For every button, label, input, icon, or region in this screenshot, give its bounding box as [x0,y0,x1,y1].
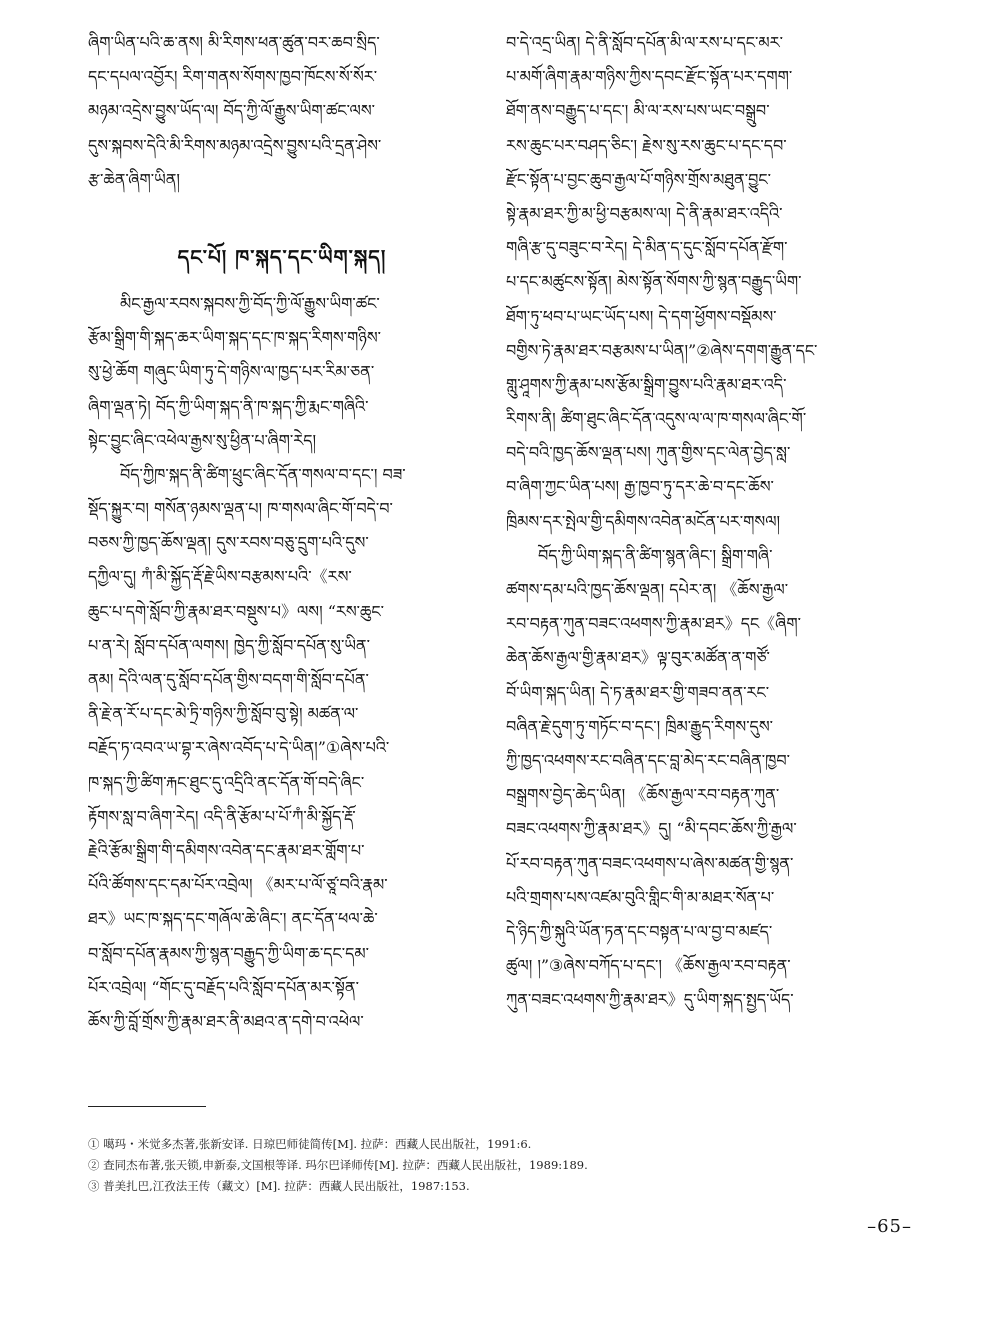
text-line: ཐར》ཡང་ཁ་སྐད་དང་གཞོལ་ཆེ་ཞིང་། ནང་དོན་ཕལ་ཆེ་ [88,909,378,929]
text-line: བཟང་འཕགས་ཀྱི་རྣམ་ཐར》དུ། “མི་དབང་ཆོས་ཀྱི་རྒྱལ་ [506,819,797,839]
text-line: བཅས་ཀྱི་ཁྱད་ཆོས་ལྡན། དུས་རབས་བཅུ་དྲུག་པའི་དུས་ [88,533,369,553]
text-line: ཚགས་དམ་པའི་ཁྱད་ཆོས་ལྡན། དཔེར་ན། 《ཆོས་རྒྱལ་ [506,580,789,599]
text-line: པའི་གྲགས་པས་འཛམ་བུའི་གླིང་གི་མ་མཐར་སོན་པ་ [506,887,775,907]
intro-paragraph [88,26,476,197]
text-line: ཀུན་བཟང་འཕགས་ཀྱི་རྣམ་ཐར》དུ་ཡིག་སྐད་སྤྱད་ཡོད་ [506,990,794,1010]
text-line: ཁྲིམས་དར་སྤེལ་གྱི་དམིགས་འབེན་མངོན་པར་གསལ། [506,511,781,531]
text-line: བོ་ཡིག་སྐད་ཡིན། དེ་ཏ་རྣམ་ཐར་གྱི་གཟབ་ནན་རང་ [506,682,770,702]
footnote-divider [88,1106,206,1107]
text-line: བ་སློབ་དཔོན་རྣམས་ཀྱི་སྙན་བརྒྱུད་ཀྱི་ཡིག་ཆ་དང་དམ་ [88,943,369,963]
text-line: རབ་བརྟན་ཀུན་བཟང་འཕགས་ཀྱི་རྣམ་ཐར》དང《ཞིག་ [506,614,802,634]
footnote: ② 查同杰布著,张天锁,申新泰,文国根等译. 玛尔巴译师传[M]. 拉萨：西藏人民出版社，1989:189. [88,1158,588,1172]
text-line: བགྱིས་ཏེ་རྣམ་ཐར་བརྩམས་པ་ཡིན།”②ཞེས་དགག་རྒྱུན་དང་ [506,340,818,360]
text-line: རིགས་ནི། ཚིག་ཐུང་ཞིང་དོན་འདུས་ལ་ལ་ཁ་གསལ་ཞིང་གོ་ [506,409,807,429]
paragraph-1 [88,287,476,458]
text-line: པོའི་ཚོགས་དང་དམ་པོར་འབྲེལ། 《མར་པ་ལོ་ཙཱ་བའི་རྣམ་ [88,875,388,895]
text-line: བ་ཞིག་ཀྱང་ཡིན་པས། རྒྱ་ཁྱབ་ཏུ་དར་ཆེ་བ་དང་ཆོས་ [506,477,774,497]
text-line: དེ་ཉིད་ཀྱི་སྐུའི་ཡོན་ཏན་དང་བསྟན་པ་ལ་བྱ་བ་མཛད་ [506,921,773,941]
text-line: དཀྱིལ་དུ། ཀཾ་མི་སྐྱོད་རྡོ་རྗེ་ཡིས་བརྩམས་པའི་《རས་ [88,567,352,587]
text-line: པོ་རབ་བརྟན་ཀུན་བཟང་འཕགས་པ་ཞེས་མཚན་གྱི་སྙན་ [506,853,794,873]
text-line: རྫོང་སྟོན་པ་བྱང་ཆུབ་རྒྱལ་པོ་གཉིས་གྲོས་མཐུན་བྱུང་ [506,169,771,189]
right-column [506,26,906,1017]
text-line: པ་མགོ་ཞིག་རྣམ་གཉིས་ཀྱིས་དབང་རྫོང་སྟོན་པར་དགག་ [506,67,793,87]
text-line: བ་དེ་འདྲ་ཡིན། དེ་ནི་སློབ་དཔོན་མི་ལ་རས་པ་དང་མར་ [506,33,783,52]
text-line: རས་ཆུང་པར་བཤད་ཅིང་། རྗེས་སུ་རས་ཆུང་པ་དང་དབ་ [506,135,787,155]
continued-paragraph [506,26,906,539]
text-line: རྗེའི་རྩོམ་སྒྲིག་གི་དམིགས་འབེན་དང་རྣམ་ཐར་གློག་པ་ [88,840,365,860]
text-line: བཞིན་རྗེ་དུག་ཏུ་གཏོང་བ་དང་། ཁྲིམ་རྒྱུད་རིགས་དུས་ [506,716,773,736]
text-line: རྟོགས་སླ་བ་ཞིག་རེད། འདི་ནི་རྩོམ་པ་པོ་ཀཾ་མི་སྐྱོད་རྡོ་ [88,806,356,826]
text-line: སྟེང་བྱུང་ཞིང་འཕེལ་རྒྱས་སུ་ཕྱིན་པ་ཞིག་རེད། [88,430,317,450]
text-line: ཀྱི་ཁྱད་འཕགས་རང་བཞིན་དང་བླ་མེད་རང་བཞིན་ཁྱབ་ [506,750,790,770]
footnotes [88,1134,908,1197]
text-line: མཉམ་འདྲེས་བྱུས་ཡོད་ལ། བོད་ཀྱི་ལོ་རྒྱུས་ཡིག་ཚང་ལས་ [88,101,375,121]
text-line: ཆུང་པ་དགེ་སློབ་ཀྱི་རྣམ་ཐར་བསྡུས་པ》ལས། “རས་ཆུང་ [88,601,385,621]
text-line: གཞི་རྩ་དུ་བཟུང་བ་རེད། དེ་མིན་ད་དུང་སློབ་དཔོན་རྫོག་ [506,238,788,258]
text-line: ཆོས་ཀྱི་བློ་གྲོས་ཀྱི་རྣམ་ཐར་ནི་མཐའ་ན་དགེ་བ་འཕེལ་ [88,1011,364,1031]
text-line: བོད་ཀྱིཁ་སྐད་ནི་ཚིག་ཕྲུང་ཞིང་དོན་གསལ་བ་དང་། བཟ་ [120,464,406,484]
text-line: སྟེ་རྣམ་ཐར་ཀྱི་མ་ཕྱི་བརྩམས་ལ། དེ་ནི་རྣམ་ཐར་འདིའི་ [506,203,783,223]
text-line: ཐོག་ནས་བརྒྱུད་པ་དང་། མི་ལ་རས་པས་ཡང་བསྒྲུབ་ [506,101,770,121]
text-line: མིང་རྒྱལ་རབས་སྐབས་ཀྱི་བོད་ཀྱི་ལོ་རྒྱུས་ཡིག་ཚང་ [120,293,380,313]
text-line: རྩོམ་སྒྲིག་གི་སྐད་ཆར་ཡིག་སྐད་དང་ཁ་སྐད་རིགས་གཉིས་ [88,328,382,348]
text-line: དང་དཔལ་འབྱོར། རིག་གནས་སོགས་ཁྱབ་ཁོངས་སོ་སོར་ [88,67,378,87]
left-column [88,26,476,1039]
footnote: ① 噶玛・米觉多杰著,张新安译. 日琼巴师徒简传[M]. 拉萨：西藏人民出版社，1991:6. [88,1137,532,1151]
text-line: ཆེན་ཆོས་རྒྱལ་གྱི་རྣམ་ཐར》ལྟ་བུར་མཚོན་ན་གཙོ་ [506,648,770,668]
footnote: ③ 普美扎巴,江孜法王传（藏文）[M]. 拉萨：西藏人民出版社，1987:153. [88,1179,470,1193]
text-line: ཚུལ། །”③ཞེས་བཀོད་པ་དང་། 《ཆོས་རྒྱལ་རབ་བརྟན་ [506,956,791,976]
text-line: ནི་རྗེ་ན་རོ་པ་དང་མེ་ཏྲི་གཉིས་ཀྱི་སློབ་བུ་སྟེ། མཚན་ལ་ [88,704,359,724]
text-line: བོད་ཀྱི་ཡིག་སྐད་ནི་ཚིག་སྙན་ཞིང་། སྒྲིག་གཞི་ [538,545,773,565]
text-line: པ་དང་མཚུངས་སྟོན། མེས་སྟོན་སོགས་ཀྱི་སྙན་བརྒྱུད་ཡིག་ [506,272,802,292]
text-line: བསྒྲགས་བྱེད་ཆེད་ཡིན། 《ཆོས་རྒྱལ་རབ་བརྟན་ཀུན་ [506,785,780,805]
text-line: དུས་སྐབས་དེའི་མི་རིགས་མཉམ་འདྲེས་བྱུས་པའི་དྲན་ཤེས་ [88,135,382,155]
text-line: རྩ་ཆེན་ཞིག་ཡིན། [88,169,180,189]
text-line: ཞིག་ཡིན་པའི་ཆ་ནས། མི་རིགས་ཕན་ཚུན་བར་ཆབ་སྲིད་ [88,33,380,52]
text-line: བདེ་བའི་ཁྱད་ཆོས་ལྡན་པས། ཀུན་གྱིས་དང་ལེན་བྱེད་སླ་ [506,443,791,463]
text-line: ཞིག་ལྡན་ཏེ། བོད་ཀྱི་ཡིག་སྐད་ནི་ཁ་སྐད་ཀྱི་རྨང་གཞིའི་ [88,396,369,416]
text-line: སུ་ཕྱེ་ཆོག གཞུང་ཡིག་ཏུ་དེ་གཉིས་ལ་ཁྱད་པར་རིམ་ཅན་ [88,362,375,382]
text-line: བརྗོད་ཏ་འབའ་ཡ་བྷ་ར་ཞེས་འབོད་པ་དེ་ཡིན།”①ཞེས་པའི་ [88,738,390,758]
paragraph-2 [88,458,476,1039]
text-line: པོར་འབྲེལ། “གོང་དུ་བརྗོད་པའི་སློབ་དཔོན་མར་སྟོན་ [88,977,359,997]
text-line: ཐོག་ཏུ་ཕབ་པ་ཡང་ཡོད་པས། དེ་དག་ཕྱོགས་བསྡོམས་ [506,306,777,326]
text-line: ནམ། དེའི་ལན་དུ་སློབ་དཔོན་གྱིས་བདག་གི་སློབ་དཔོན་ [88,670,369,689]
text-line: པ་ན་རེ། སློབ་དཔོན་ལགས། ཁྱེད་ཀྱི་སློབ་དཔོན་སུ་ཡིན་ [88,635,370,655]
text-line: གླུ་ཤཱགས་ཀྱི་རྣམ་པས་རྩོམ་སྒྲིག་བྱུས་པའི་རྣམ་ཐར་འདི་ [506,374,787,394]
section-heading: དང་པོ། ཁ་སྐད་དང་ཡིག་སྐད། [177,244,387,269]
text-line: ཁ་སྐད་ཀྱི་ཚིག་རྐང་ཐུང་དུ་འདྲིའི་ནང་དོན་གོ་བདེ་ཞིང་ [88,772,365,792]
text-line: སྡོད་སྐྱུར་བ། གསོན་ཉམས་ལྡན་པ། ཁ་གསལ་ཞིང་གོ་བདེ་བ་ [88,499,393,519]
page-number: –65– [867,1216,912,1237]
paragraph-3 [506,539,906,1018]
